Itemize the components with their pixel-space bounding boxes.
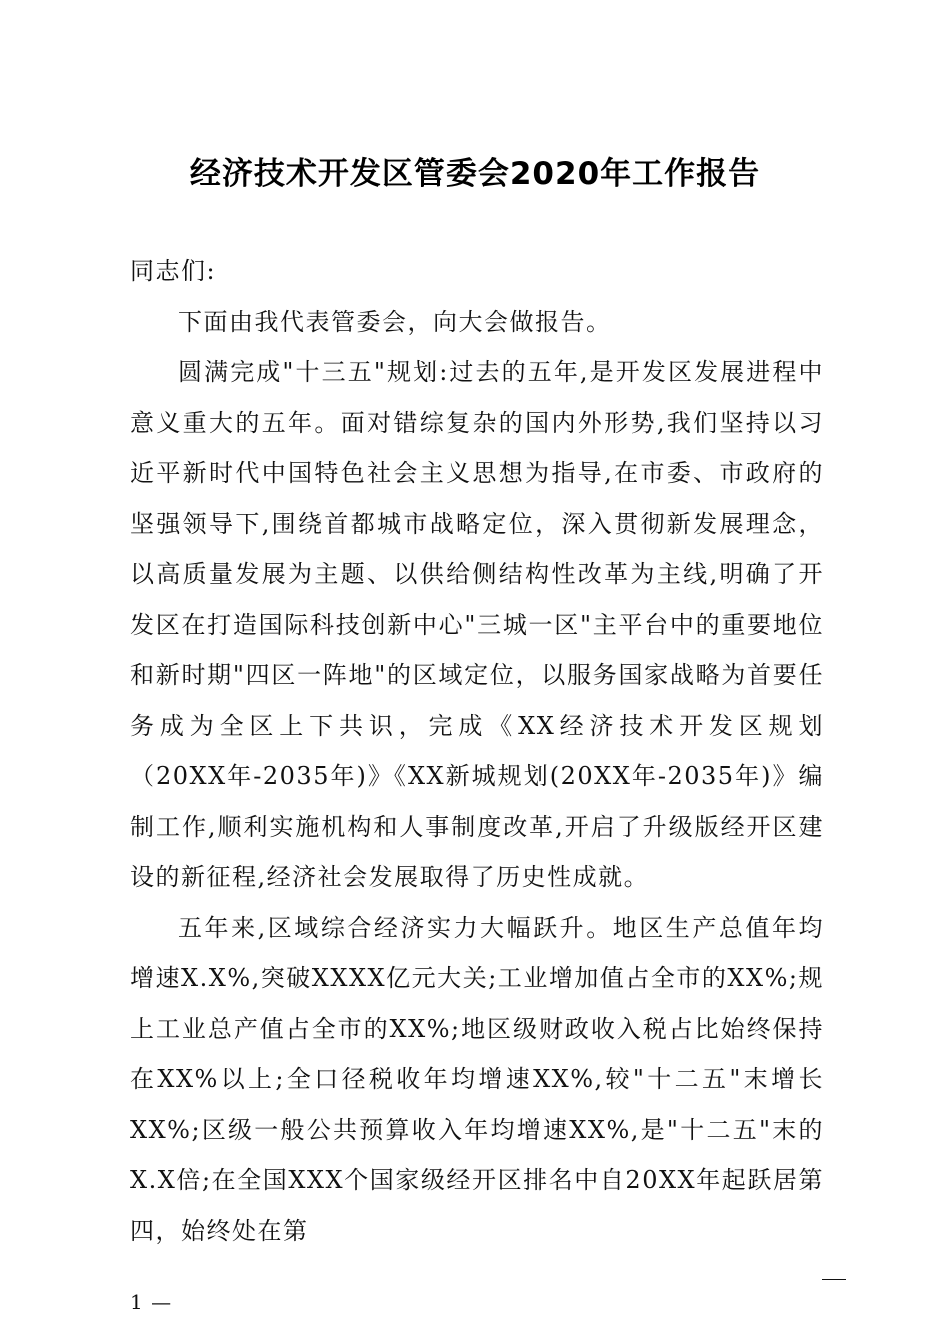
document-body (130, 246, 824, 1256)
document-title: 经济技术开发区管委会2020年工作报告 (189, 156, 761, 192)
paragraph-intro: 下面由我代表管委会，向大会做报告。 (178, 307, 612, 336)
paragraph-economic-strength: 五年来,区域综合经济实力大幅跃升。地区生产总值年均增速X.X%,突破XXXX亿元大关;工业增加值占全市的XX%;规上工业总产值占全市的XX%;地区级财政收入税占比始终保持在XX%以上;全口径税收年均增速XX%,较"十二五"末增长XX%;区级一般公共预算收入年均增速XX%,是"十二五"末的X.X倍;在全国XXX个国家级经开区排名中自20XX年起跃居第四，始终处在第 (130, 913, 824, 1245)
footer-divider (822, 1279, 846, 1280)
page-number: 1 — (130, 1290, 173, 1314)
salutation: 同志们: (130, 257, 217, 285)
paragraph-thirteenth-five-year-plan: 圆满完成"十三五"规划:过去的五年,是开发区发展进程中意义重大的五年。面对错综复杂的国内外形势,我们坚持以习近平新时代中国特色社会主义思想为指导,在市委、市政府的坚强领导下,围绕首都城市战略定位，深入贯彻新发展理念，以高质量发展为主题、以供给侧结构性改革为主线,明确了开发区在打造国际科技创新中心"三城一区"主平台中的重要地位和新时期"四区一阵地"的区域定位，以服务国家战略为首要任务成为全区上下共识，完成《XX经济技术开发区规划（20XX年-2035年)》《XX新城规划(20XX年-2035年)》编制工作,顺利实施机构和人事制度改革,开启了升级版经开区建设的新征程,经济社会发展取得了历史性成就。 (130, 358, 824, 891)
